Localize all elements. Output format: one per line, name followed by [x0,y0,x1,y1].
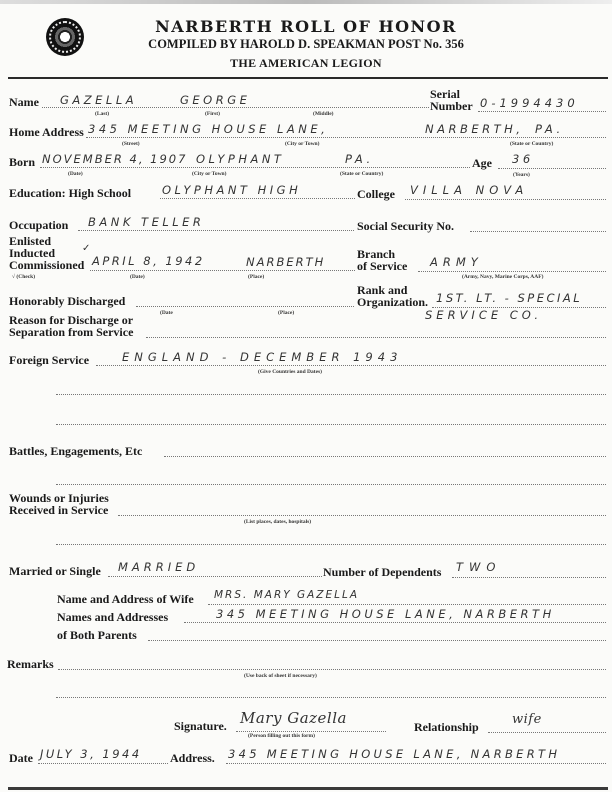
discharge-date-caption: (Date [160,310,173,316]
commission-place-value: NARBERTH [246,255,326,269]
serial-label: Serial [430,87,460,101]
name-label: Name [9,95,39,109]
countries-caption: (Give Countries and Dates) [258,369,323,375]
remarks-field[interactable] [58,669,606,670]
of-service-label: of Service [357,259,408,273]
date-field[interactable] [38,763,168,764]
date-value: JULY 3, 1944 [40,747,142,761]
wife-value: MRS. MARY GAZELLA [214,589,360,601]
wife-label: Name and Address of Wife [57,592,194,606]
branch-field[interactable] [418,271,606,272]
wounds-field[interactable] [118,515,606,516]
parents-label-line1: Names and Addresses [57,610,169,624]
born-city-value: OLYPHANT [196,152,285,166]
scan-edge [0,0,612,4]
occupation-field[interactable] [78,230,354,231]
married-label: Married or Single [9,564,101,578]
home-city-value: NARBERTH, [425,122,524,136]
dependents-label: Number of Dependents [323,565,442,579]
street-caption: (Street) [122,141,140,147]
foreign-service-label: Foreign Service [9,353,90,367]
middle-caption: (Middle) [313,111,334,117]
signature-label: Signature. [174,719,227,733]
commission-date-value: APRIL 8, 1942 [92,254,205,268]
relationship-value: wife [512,712,542,727]
home-address-label: Home Address [9,125,84,139]
rank-and-label: Rank and [357,283,408,297]
battles-line2[interactable] [56,484,606,485]
education-label: Education: High School [9,186,132,200]
parents-field[interactable] [184,622,606,623]
parents-line2[interactable] [148,640,606,641]
born-date-value: NOVEMBER 4, 1907 [42,152,188,166]
age-field[interactable] [498,168,606,169]
dependents-field[interactable] [452,577,606,578]
college-label: College [357,187,395,201]
address-label: Address. [170,751,215,765]
remarks-caption: (Use back of sheet if necessary) [244,673,317,679]
branch-options-caption: (Army, Navy, Marine Corps, AAF) [462,274,544,280]
serial-number-value: 0-1994430 [480,96,579,110]
relationship-label: Relationship [414,720,479,734]
serial-number-field[interactable] [478,111,606,112]
born-city-caption: (City or Town) [192,171,227,177]
battles-label: Battles, Engagements, Etc [9,444,143,458]
born-state-caption: (State or Country) [340,171,384,177]
age-value: 36 [512,152,534,166]
reason-field[interactable] [146,337,606,338]
wounds-label-line2: Received in Service [9,503,109,517]
born-state-value: PA. [345,152,374,166]
parents-value: 345 MEETING HOUSE LANE, NARBERTH [216,607,555,621]
last-name-value: GAZELLA [60,93,138,107]
enlisted-label: Enlisted [9,234,52,248]
born-field[interactable] [40,167,470,168]
married-value: MARRIED [118,560,200,574]
date-label: Date [9,751,33,765]
foreign-service-line3[interactable] [56,424,606,425]
signature-field[interactable] [236,731,386,732]
home-street-value: 345 MEETING HOUSE LANE, [88,122,329,136]
check-caption: √ (Check) [12,274,36,280]
rank-value-line2: SERVICE CO. [425,308,543,322]
foreign-service-value: ENGLAND - DECEMBER 1943 [122,350,403,364]
commission-field[interactable] [90,270,355,271]
date-caption: (Date) [68,171,83,177]
name-field[interactable] [42,107,429,108]
high-school-value: OLYPHANT HIGH [162,183,302,197]
married-field[interactable] [108,576,322,577]
wounds-line2[interactable] [56,544,606,545]
branch-value: ARMY [430,255,483,269]
last-caption: (Last) [95,111,110,117]
header-rule [8,77,608,79]
branch-label: Branch [357,247,396,261]
parents-label-line2: of Both Parents [57,628,137,642]
discharge-place-caption: (Place) [278,310,295,316]
relationship-field[interactable] [488,732,606,733]
first-caption: (First) [205,111,220,117]
inducted-label: Inducted [9,246,56,260]
footer-rule [8,787,608,790]
age-label: Age [472,156,492,170]
years-caption: (Years) [513,172,530,178]
home-address-field[interactable] [86,137,606,138]
page-title: NARBERTH ROLL OF HONOR [155,17,457,36]
state-caption: (State or Country) [510,141,554,147]
born-label: Born [9,155,36,169]
remarks-line2[interactable] [56,697,606,698]
college-field[interactable] [405,199,606,200]
wounds-caption: (List places, dates, hospitals) [244,519,312,525]
address-value: 345 MEETING HOUSE LANE, NARBERTH [228,747,561,761]
dependents-value: TWO [456,560,502,574]
reason-label-line2: Separation from Service [9,325,134,339]
first-name-value: GEORGE [180,93,251,107]
page-subtitle: COMPILED BY HAROLD D. SPEAKMAN POST No. 356 [148,37,464,51]
wounds-label-line1: Wounds or Injuries [9,491,109,505]
ssn-field[interactable] [470,231,606,232]
signature-caption: (Person filling out this form) [248,733,315,739]
rank-value-line1: 1ST. LT. - SPECIAL [436,291,583,305]
occupation-value: BANK TELLER [88,215,205,229]
battles-field[interactable] [164,456,606,457]
commission-place-caption: (Place) [248,274,265,280]
college-value: VILLA NOVA [410,183,529,197]
inducted-checkmark: ✓ [82,243,91,254]
commission-date-caption: (Date) [130,274,145,280]
wife-field[interactable] [208,604,606,605]
occupation-label: Occupation [9,218,69,232]
home-state-value: PA. [535,122,564,136]
serial-number-label: Number [430,99,473,113]
organization-name: THE AMERICAN LEGION [230,56,382,70]
discharged-label: Honorably Discharged [9,294,126,308]
foreign-service-field[interactable] [96,365,606,366]
discharge-field[interactable] [136,306,354,307]
address-field[interactable] [226,763,606,764]
remarks-label: Remarks [7,657,54,671]
foreign-service-line2[interactable] [56,394,606,395]
high-school-field[interactable] [160,198,355,199]
signature-value: Mary Gazella [240,709,347,727]
commissioned-label: Commissioned [9,258,85,272]
reason-label-line1: Reason for Discharge or [9,313,134,327]
organization-label: Organization. [357,295,428,309]
ssn-label: Social Security No. [357,219,454,233]
city-caption: (City or Town) [285,141,320,147]
